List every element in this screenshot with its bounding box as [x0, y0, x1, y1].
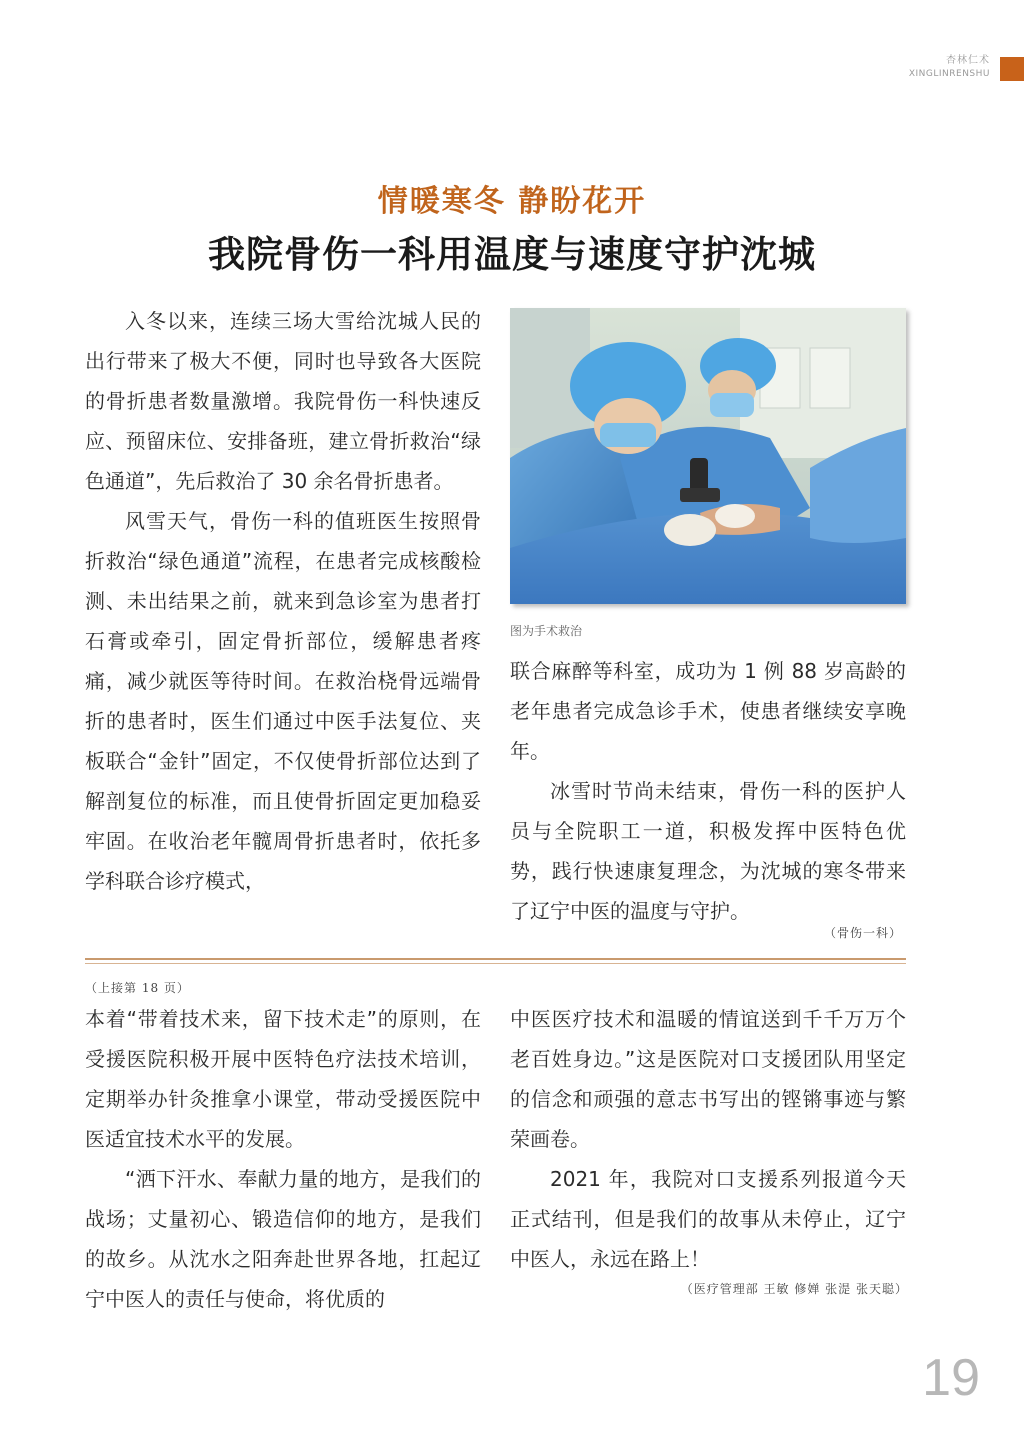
paragraph: 入冬以来，连续三场大雪给沈城人民的出行带来了极大不便，同时也导致各大医院的骨折患者数量激增。我院骨伤一科快速反应、预留床位、安排备班，建立骨折救治“绿色通道”，先后救治了 30 余名骨折患者。: [85, 309, 481, 493]
paragraph: 联合麻醉等科室，成功为 1 例 88 岁高龄的老年患者完成急诊手术，使患者继续安享晚年。: [510, 659, 906, 763]
article1-byline: （骨伤一科）: [823, 926, 902, 940]
article1-right-column: [510, 651, 906, 931]
paragraph: 中医医疗技术和温暖的情谊送到千千万万个老百姓身边。”这是医院对口支援团队用坚定的信念和顽强的意志书写出的铿锵事迹与繁荣画卷。: [510, 1007, 906, 1151]
paragraph: “洒下汗水、奉献力量的地方，是我们的战场；丈量初心、锻造信仰的地方，是我们的故乡。从沈水之阳奔赴世界各地，扛起辽宁中医人的责任与使命，将优质的: [85, 1167, 481, 1311]
paragraph: 2021 年，我院对口支援系列报道今天正式结刊，但是我们的故事从未停止，辽宁中医人，永远在路上！: [510, 1167, 906, 1271]
surgery-photo: [510, 308, 906, 604]
article2-left-column: [85, 999, 481, 1319]
paragraph: 冰雪时节尚未结束，骨伤一科的医护人员与全院职工一道，积极发挥中医特色优势，践行快速康复理念，为沈城的寒冬带来了辽宁中医的温度与守护。: [510, 779, 906, 923]
brand: [909, 54, 990, 80]
page-number: 19: [922, 1349, 980, 1407]
section-divider: [85, 958, 906, 960]
section-divider-thin: [85, 963, 906, 964]
article-headline: 我院骨伤一科用温度与速度守护沈城: [208, 232, 816, 276]
article-kicker: 情暖寒冬 静盼花开: [377, 184, 647, 219]
paragraph: 风雪天气，骨伤一科的值班医生按照骨折救治“绿色通道”流程，在患者完成核酸检测、未出结果之前，就来到急诊室为患者打石膏或牵引，固定骨折部位，缓解患者疼痛，减少就医等待时间。在救治桡骨远端骨折的患者时，医生们通过中医手法复位、夹板联合“金针”固定，不仅使骨折部位达到了解剖复位的标准，而且使骨折固定更加稳妥牢固。在收治老年髋周骨折患者时，依托多学科联合诊疗模式，: [85, 509, 481, 893]
article2-byline: （医疗管理部 王敏 修婵 张湜 张天聪）: [680, 1282, 908, 1296]
paragraph: 本着“带着技术来，留下技术走”的原则，在受援医院积极开展中医特色疗法技术培训，定期举办针灸推拿小课堂，带动受援医院中医适宜技术水平的发展。: [85, 1007, 481, 1151]
article1-left-column: [85, 301, 481, 901]
brand-color-block: [1000, 57, 1024, 81]
continued-from-note: （上接第 18 页）: [85, 981, 190, 995]
brand-name-en: XINGLINRENSHU: [908, 69, 990, 79]
photo-caption: 图为手术救治: [510, 624, 583, 638]
brand-name-cn: 杏林仁术: [946, 55, 990, 66]
article2-right-column: [510, 999, 906, 1279]
